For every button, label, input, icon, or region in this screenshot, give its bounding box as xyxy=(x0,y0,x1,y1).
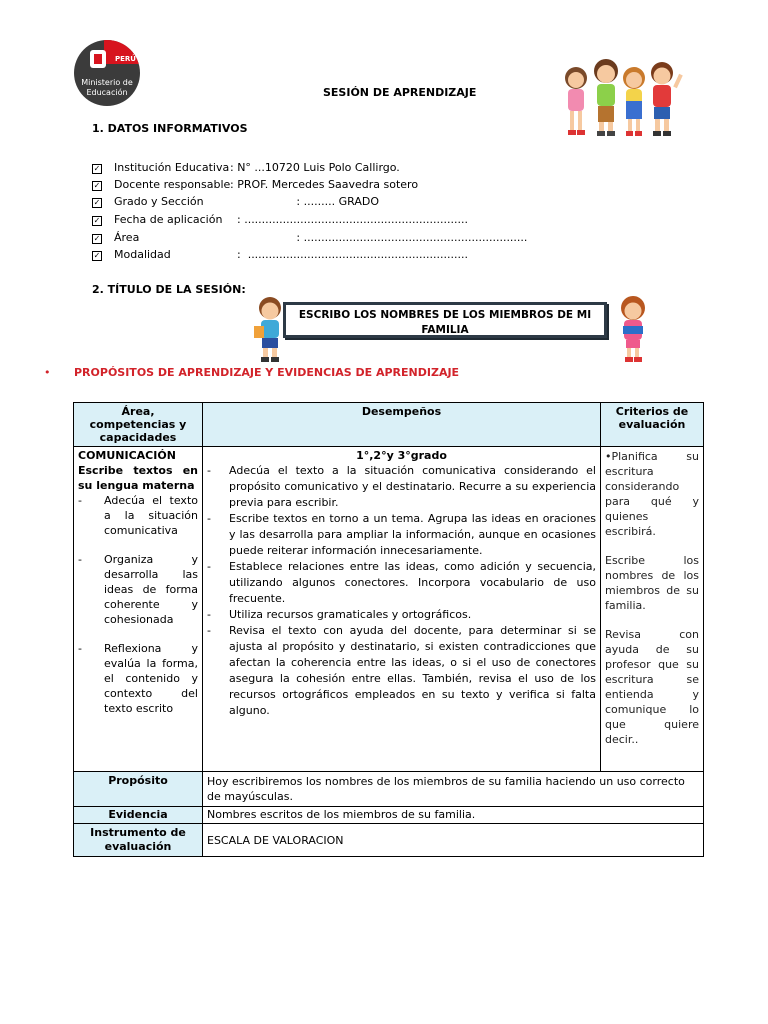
checkbox-icon: ✓ xyxy=(93,198,101,207)
evidence-value: Nombres escritos de los miembros de su familia. xyxy=(203,807,704,824)
checkbox-icon: ✓ xyxy=(93,234,101,243)
minedu-logo xyxy=(74,40,140,106)
session-title-box: ESCRIBO LOS NOMBRES DE LOS MIEMBROS DE MI FAMILIA xyxy=(283,302,607,338)
criterion-item: Escribe los nombres de los miembros de su familia. xyxy=(605,554,699,612)
logo-country: PERÚ xyxy=(115,55,136,63)
grade-label: 1°,2°y 3°grado xyxy=(356,449,447,462)
capacity-item: - Reflexiona y evalúa la forma, el contenido y contexto del texto escrito xyxy=(78,641,198,716)
logo-ministry: Ministerio de Educación xyxy=(81,78,133,97)
girl-illustration xyxy=(613,296,653,364)
info-row: ✓ Fecha de aplicación : ................................................................ xyxy=(93,213,468,226)
performance-item: - Revisa el texto con ayuda del docente, para determinar si se ajusta al propósito y destinatario, si existen contradicciones que afectan la coherencia entre las ideas, o si el uso de conectores asegura la cohesión entre ellas. También, revisa el uso de los recursos ortográficos empleados en su texto y verifica si falta alguno. xyxy=(207,623,596,719)
info-row: ✓ Institución Educativa: N° ...10720 Luis Polo Callirgo. xyxy=(93,161,400,174)
info-row: ✓ Área : ................................................................ xyxy=(93,231,528,244)
children-group-illustration xyxy=(556,56,688,138)
info-row: ✓ Grado y Sección : ......... GRADO xyxy=(93,195,379,208)
document-title: SESIÓN DE APRENDIZAJE xyxy=(323,86,477,99)
capacity-item: - Organiza y desarrolla las ideas de forma coherente y cohesionada xyxy=(78,552,198,627)
evidence-label: Evidencia xyxy=(74,807,203,824)
checkbox-icon: ✓ xyxy=(93,251,101,260)
purpose-label: Propósito xyxy=(74,772,203,807)
performance-item: - Escribe textos en torno a un tema. Agrupa las ideas en oraciones y las desarrolla para ampliar la información, aunque en ocasiones puede reiterar información innecesariamente. xyxy=(207,511,596,559)
performances-cell xyxy=(203,447,601,772)
info-row: ✓ Docente responsable: PROF. Mercedes Saavedra sotero xyxy=(93,178,419,191)
capacity-item: - Adecúa el texto a la situación comunicativa xyxy=(78,493,198,538)
criteria-cell xyxy=(601,447,704,772)
purpose-value: Hoy escribiremos los nombres de los miembros de su familia haciendo un uso correcto de mayúsculas. xyxy=(203,772,704,807)
area-name: COMUNICACIÓN xyxy=(78,449,176,462)
competencies-cell xyxy=(74,447,203,772)
checkbox-icon: ✓ xyxy=(93,216,101,225)
performance-item: - Adecúa el texto a la situación comunicativa considerando el propósito comunicativo y el destinatario. Recurre a su experiencia previa para escribir. xyxy=(207,463,596,511)
shield-icon xyxy=(90,50,106,68)
checkbox-icon: ✓ xyxy=(93,181,101,190)
performance-item: - Utiliza recursos gramaticales y ortográficos. xyxy=(207,607,596,623)
purposes-heading: PROPÓSITOS DE APRENDIZAJE Y EVIDENCIAS DE APRENDIZAJE xyxy=(74,366,460,379)
checkbox-icon: ✓ xyxy=(93,164,101,173)
table-header: Criterios de evaluación xyxy=(601,403,704,447)
table-header: Área, competencias y capacidades xyxy=(74,403,203,447)
performance-item: - Establece relaciones entre las ideas, como adición y secuencia, utilizando algunos conectores. Incorpora vocabulario de uso frecuente. xyxy=(207,559,596,607)
criterion-item: Revisa con ayuda de su profesor que su escritura se entienda y comunique lo que quiere decir.. xyxy=(605,628,699,746)
instrument-value: ESCALA DE VALORACION xyxy=(203,824,704,857)
competence-name: Escribe textos en su lengua materna xyxy=(78,464,198,492)
info-row: ✓ Modalidad : ............................................................... xyxy=(93,248,468,261)
instrument-label: Instrumento de evaluación xyxy=(74,824,203,857)
criterion-item: •Planifica su escritura considerando para qué y quienes escribirá. xyxy=(605,450,699,538)
learning-table xyxy=(73,402,704,857)
section-datos-informativos: 1. DATOS INFORMATIVOS xyxy=(92,122,248,135)
bullet-icon: • xyxy=(44,366,51,379)
table-header: Desempeños xyxy=(203,403,601,447)
section-titulo-sesion: 2. TÍTULO DE LA SESIÓN: xyxy=(92,283,246,296)
